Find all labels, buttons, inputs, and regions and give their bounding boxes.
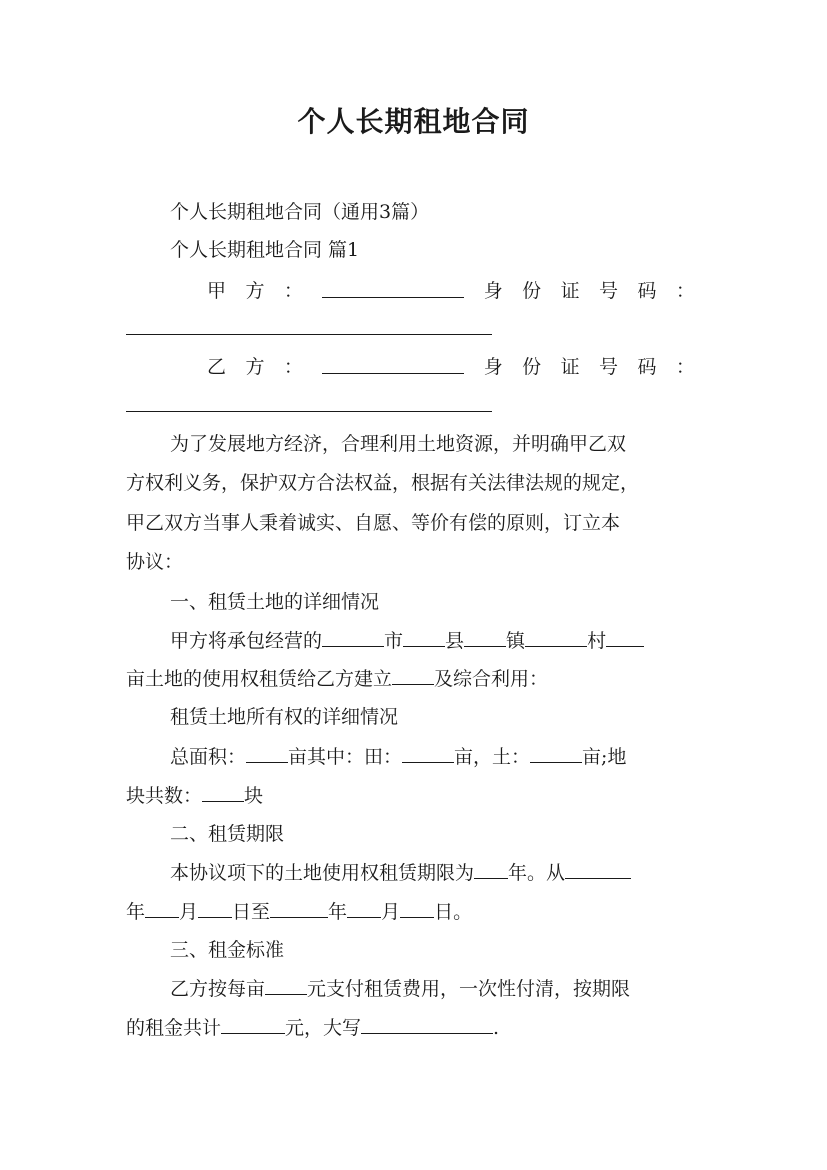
blocks-line xyxy=(126,783,702,808)
mu-blank[interactable] xyxy=(606,628,644,647)
subtitle: 个人长期租地合同（通用3篇） xyxy=(170,201,430,223)
s1-text: 总面积： xyxy=(170,746,247,768)
field-area-blank[interactable] xyxy=(402,744,454,763)
party-a-row xyxy=(207,279,695,303)
s1-text: 及综合利用： xyxy=(434,668,549,690)
party-a-id-char: 号 xyxy=(599,280,619,302)
end-year-blank[interactable] xyxy=(270,899,328,918)
city-blank[interactable] xyxy=(322,628,384,647)
total-rent-blank[interactable] xyxy=(221,1015,285,1034)
s2-text: 年 xyxy=(328,901,348,923)
start-day-blank[interactable] xyxy=(198,899,232,918)
s1-text: 甲方将承包经营的 xyxy=(170,630,323,652)
s2-text: 月 xyxy=(381,901,401,923)
soil-area-blank[interactable] xyxy=(530,744,582,763)
section-2-heading: 二、租赁期限 xyxy=(170,823,285,845)
intro-line: 为了发展地方经济，合理利用土地资源，并明确甲乙双 xyxy=(170,433,627,455)
s1-text: 市 xyxy=(384,630,404,652)
party-b-id-char: 证 xyxy=(560,356,580,378)
s2-text: 年 xyxy=(126,901,146,923)
party-b-char: 乙 xyxy=(207,356,227,378)
ownership-line: 租赁土地所有权的详细情况 xyxy=(170,706,399,728)
section-3-heading: 三、租金标准 xyxy=(170,939,285,961)
section-1-heading: 一、租赁土地的详细情况 xyxy=(170,591,380,613)
s2-text: 月 xyxy=(179,901,199,923)
end-month-blank[interactable] xyxy=(347,899,381,918)
party-a-id-char: 份 xyxy=(522,280,542,302)
document-title: 个人长期租地合同 xyxy=(297,105,530,138)
s1-text: 亩;地 xyxy=(582,746,627,768)
rent-line xyxy=(170,976,702,1001)
s1-text: 村 xyxy=(587,630,607,652)
s1-text: 亩其中：田： xyxy=(288,746,403,768)
party-b-name-blank[interactable] xyxy=(322,355,464,374)
party-a-char: 方 xyxy=(245,280,265,302)
party-a-id-char: 身 xyxy=(483,280,503,302)
village-blank[interactable] xyxy=(525,628,587,647)
party-a-id-char: 证 xyxy=(560,280,580,302)
s1-text: 块共数： xyxy=(126,785,203,807)
years-blank[interactable] xyxy=(474,860,508,879)
party-a-char: ： xyxy=(283,280,303,302)
s3-text: . xyxy=(493,1017,500,1039)
s2-text: 日至 xyxy=(232,901,271,923)
party-b-id-char: 份 xyxy=(522,356,542,378)
party-a-id-blank[interactable] xyxy=(126,334,492,335)
party-a-id-char: 码 xyxy=(637,280,657,302)
party-a-char: 甲 xyxy=(207,280,227,302)
rent-in-words-blank[interactable] xyxy=(361,1015,493,1034)
intro-line: 方权利义务，保护双方合法权益，根据有关法律法规的规定， xyxy=(126,472,640,494)
s1-text: 镇 xyxy=(506,630,526,652)
s1-text: 亩，土： xyxy=(454,746,531,768)
s1-paragraph-line xyxy=(170,628,702,653)
county-blank[interactable] xyxy=(403,628,445,647)
s1-text: 县 xyxy=(445,630,465,652)
party-b-id-blank[interactable] xyxy=(126,411,492,412)
purpose-blank[interactable] xyxy=(392,666,434,685)
section-title: 个人长期租地合同 篇1 xyxy=(170,239,360,261)
party-b-id-char: ： xyxy=(675,356,695,378)
per-mu-price-blank[interactable] xyxy=(265,976,307,995)
party-b-id-char: 身 xyxy=(483,356,503,378)
party-a-name-blank[interactable] xyxy=(322,279,464,298)
rent-total-line xyxy=(126,1015,702,1040)
party-b-id-char: 码 xyxy=(637,356,657,378)
party-a-id-char: ： xyxy=(675,280,695,302)
start-month-blank[interactable] xyxy=(145,899,179,918)
party-b-row xyxy=(207,355,695,379)
s3-text: 元，大写 xyxy=(285,1017,362,1039)
party-b-id-char: 号 xyxy=(599,356,619,378)
party-b-char: ： xyxy=(283,356,303,378)
end-day-blank[interactable] xyxy=(400,899,434,918)
town-blank[interactable] xyxy=(464,628,506,647)
party-b-char: 方 xyxy=(245,356,265,378)
intro-line: 协议： xyxy=(126,551,184,573)
s3-text: 的租金共计 xyxy=(126,1017,222,1039)
s3-text: 乙方按每亩 xyxy=(170,978,266,1000)
term-dates-line xyxy=(126,899,702,924)
area-line xyxy=(170,744,702,769)
total-area-blank[interactable] xyxy=(246,744,288,763)
s1-paragraph-line xyxy=(126,666,702,691)
s1-text: 块 xyxy=(244,785,264,807)
blocks-blank[interactable] xyxy=(202,783,244,802)
s2-text: 年。从 xyxy=(508,862,566,884)
intro-line: 甲乙双方当事人秉着诚实、自愿、等价有偿的原则，订立本 xyxy=(126,512,621,534)
start-year-blank[interactable] xyxy=(565,860,631,879)
s2-text: 本协议项下的土地使用权租赁期限为 xyxy=(170,862,475,884)
s1-text: 亩土地的使用权租赁给乙方建立 xyxy=(126,668,393,690)
s2-text: 日。 xyxy=(434,901,473,923)
s3-text: 元支付租赁费用，一次性付清，按期限 xyxy=(307,978,631,1000)
term-line xyxy=(170,860,702,885)
